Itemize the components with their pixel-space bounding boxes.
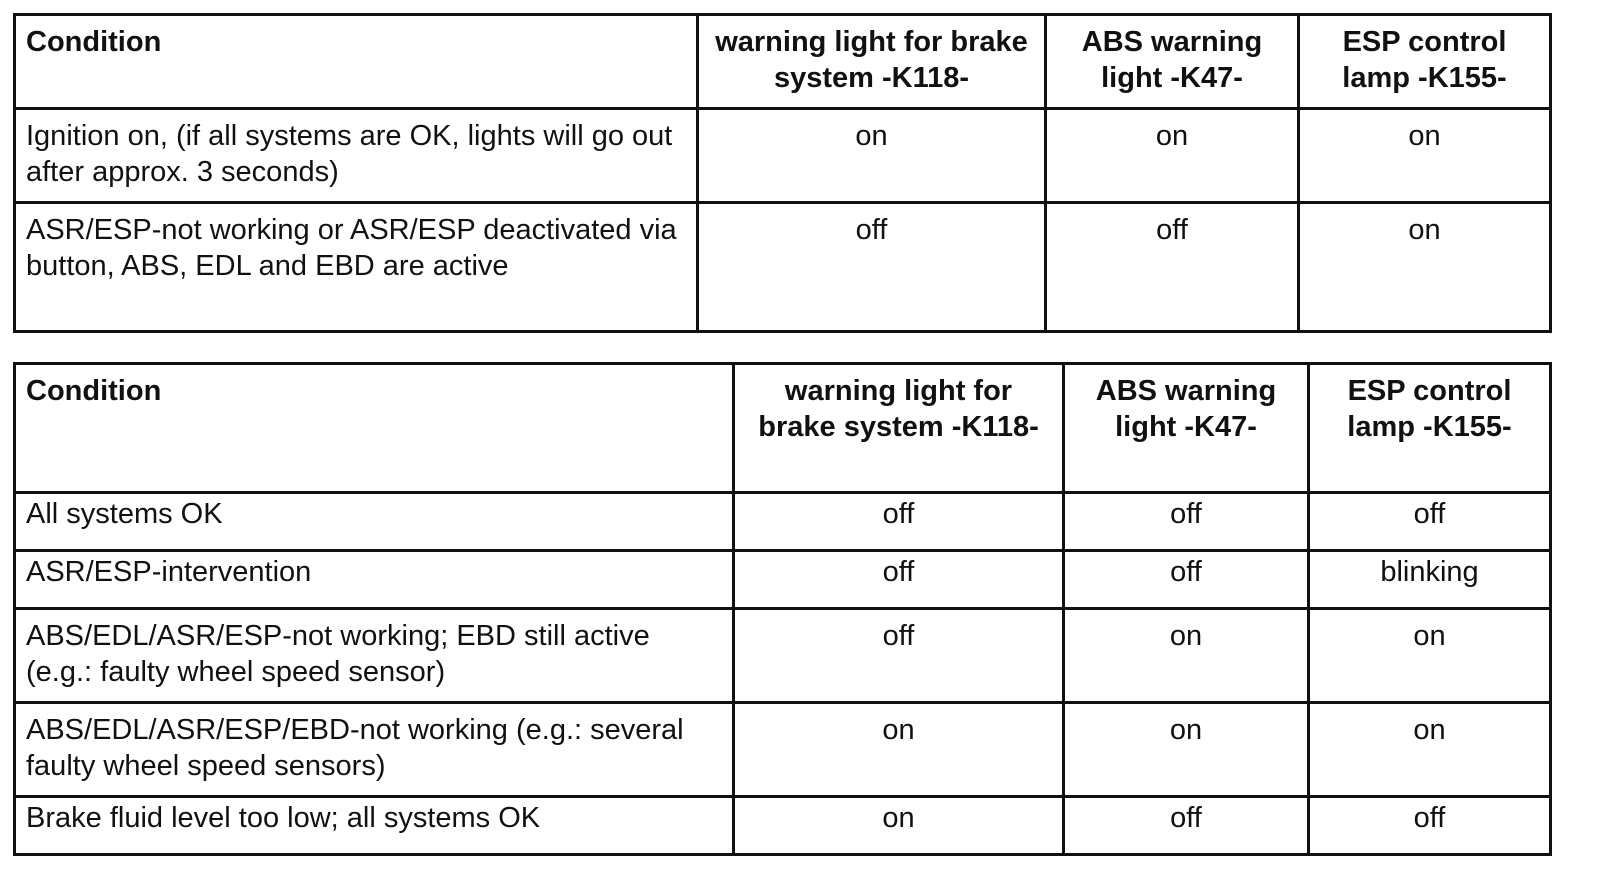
table-row bbox=[15, 609, 1551, 703]
condition-cell: ABS/EDL/ASR/ESP/EBD-not working (e.g.: several faulty wheel speed sensors) bbox=[15, 703, 734, 797]
esp-lamp-state: on bbox=[1299, 203, 1551, 332]
brake-light-state: on bbox=[734, 797, 1064, 855]
brake-light-state: off bbox=[734, 551, 1064, 609]
condition-cell: ABS/EDL/ASR/ESP-not working; EBD still active (e.g.: faulty wheel speed sensor) bbox=[15, 609, 734, 703]
condition-cell: All systems OK bbox=[15, 493, 734, 551]
header-esp-control-lamp: ESP control lamp -K155- bbox=[1299, 15, 1551, 109]
table-row bbox=[15, 551, 1551, 609]
abs-light-state: off bbox=[1064, 551, 1309, 609]
condition-cell: Brake fluid level too low; all systems OK bbox=[15, 797, 734, 855]
header-esp-control-lamp: ESP control lamp -K155- bbox=[1309, 364, 1551, 493]
brake-light-state: on bbox=[734, 703, 1064, 797]
brake-light-state: off bbox=[734, 609, 1064, 703]
header-brake-warning-light: warning light for brake system -K118- bbox=[698, 15, 1046, 109]
table-header-row bbox=[15, 364, 1551, 493]
abs-light-state: off bbox=[1064, 493, 1309, 551]
table-header-row bbox=[15, 15, 1551, 109]
brake-light-state: off bbox=[698, 203, 1046, 332]
esp-lamp-state: off bbox=[1309, 493, 1551, 551]
abs-light-state: on bbox=[1046, 109, 1299, 203]
header-condition: Condition bbox=[15, 364, 734, 493]
esp-lamp-state: blinking bbox=[1309, 551, 1551, 609]
abs-light-state: on bbox=[1064, 609, 1309, 703]
condition-cell: ASR/ESP-intervention bbox=[15, 551, 734, 609]
abs-light-state: on bbox=[1064, 703, 1309, 797]
header-condition: Condition bbox=[15, 15, 698, 109]
table-row bbox=[15, 703, 1551, 797]
header-abs-warning-light: ABS warning light -K47- bbox=[1046, 15, 1299, 109]
abs-light-state: off bbox=[1064, 797, 1309, 855]
warning-lamp-table-startup bbox=[13, 13, 1552, 333]
esp-lamp-state: on bbox=[1299, 109, 1551, 203]
condition-cell: ASR/ESP-not working or ASR/ESP deactivated via button, ABS, EDL and EBD are active bbox=[15, 203, 698, 332]
condition-cell: Ignition on, (if all systems are OK, lights will go out after approx. 3 seconds) bbox=[15, 109, 698, 203]
esp-lamp-state: on bbox=[1309, 703, 1551, 797]
esp-lamp-state: off bbox=[1309, 797, 1551, 855]
table-row bbox=[15, 493, 1551, 551]
warning-lamp-table-operation bbox=[13, 362, 1552, 856]
table-row bbox=[15, 203, 1551, 332]
abs-light-state: off bbox=[1046, 203, 1299, 332]
header-brake-warning-light: warning light for brake system -K118- bbox=[734, 364, 1064, 493]
esp-lamp-state: on bbox=[1309, 609, 1551, 703]
header-abs-warning-light: ABS warning light -K47- bbox=[1064, 364, 1309, 493]
table-row bbox=[15, 109, 1551, 203]
brake-light-state: off bbox=[734, 493, 1064, 551]
brake-light-state: on bbox=[698, 109, 1046, 203]
table-row bbox=[15, 797, 1551, 855]
